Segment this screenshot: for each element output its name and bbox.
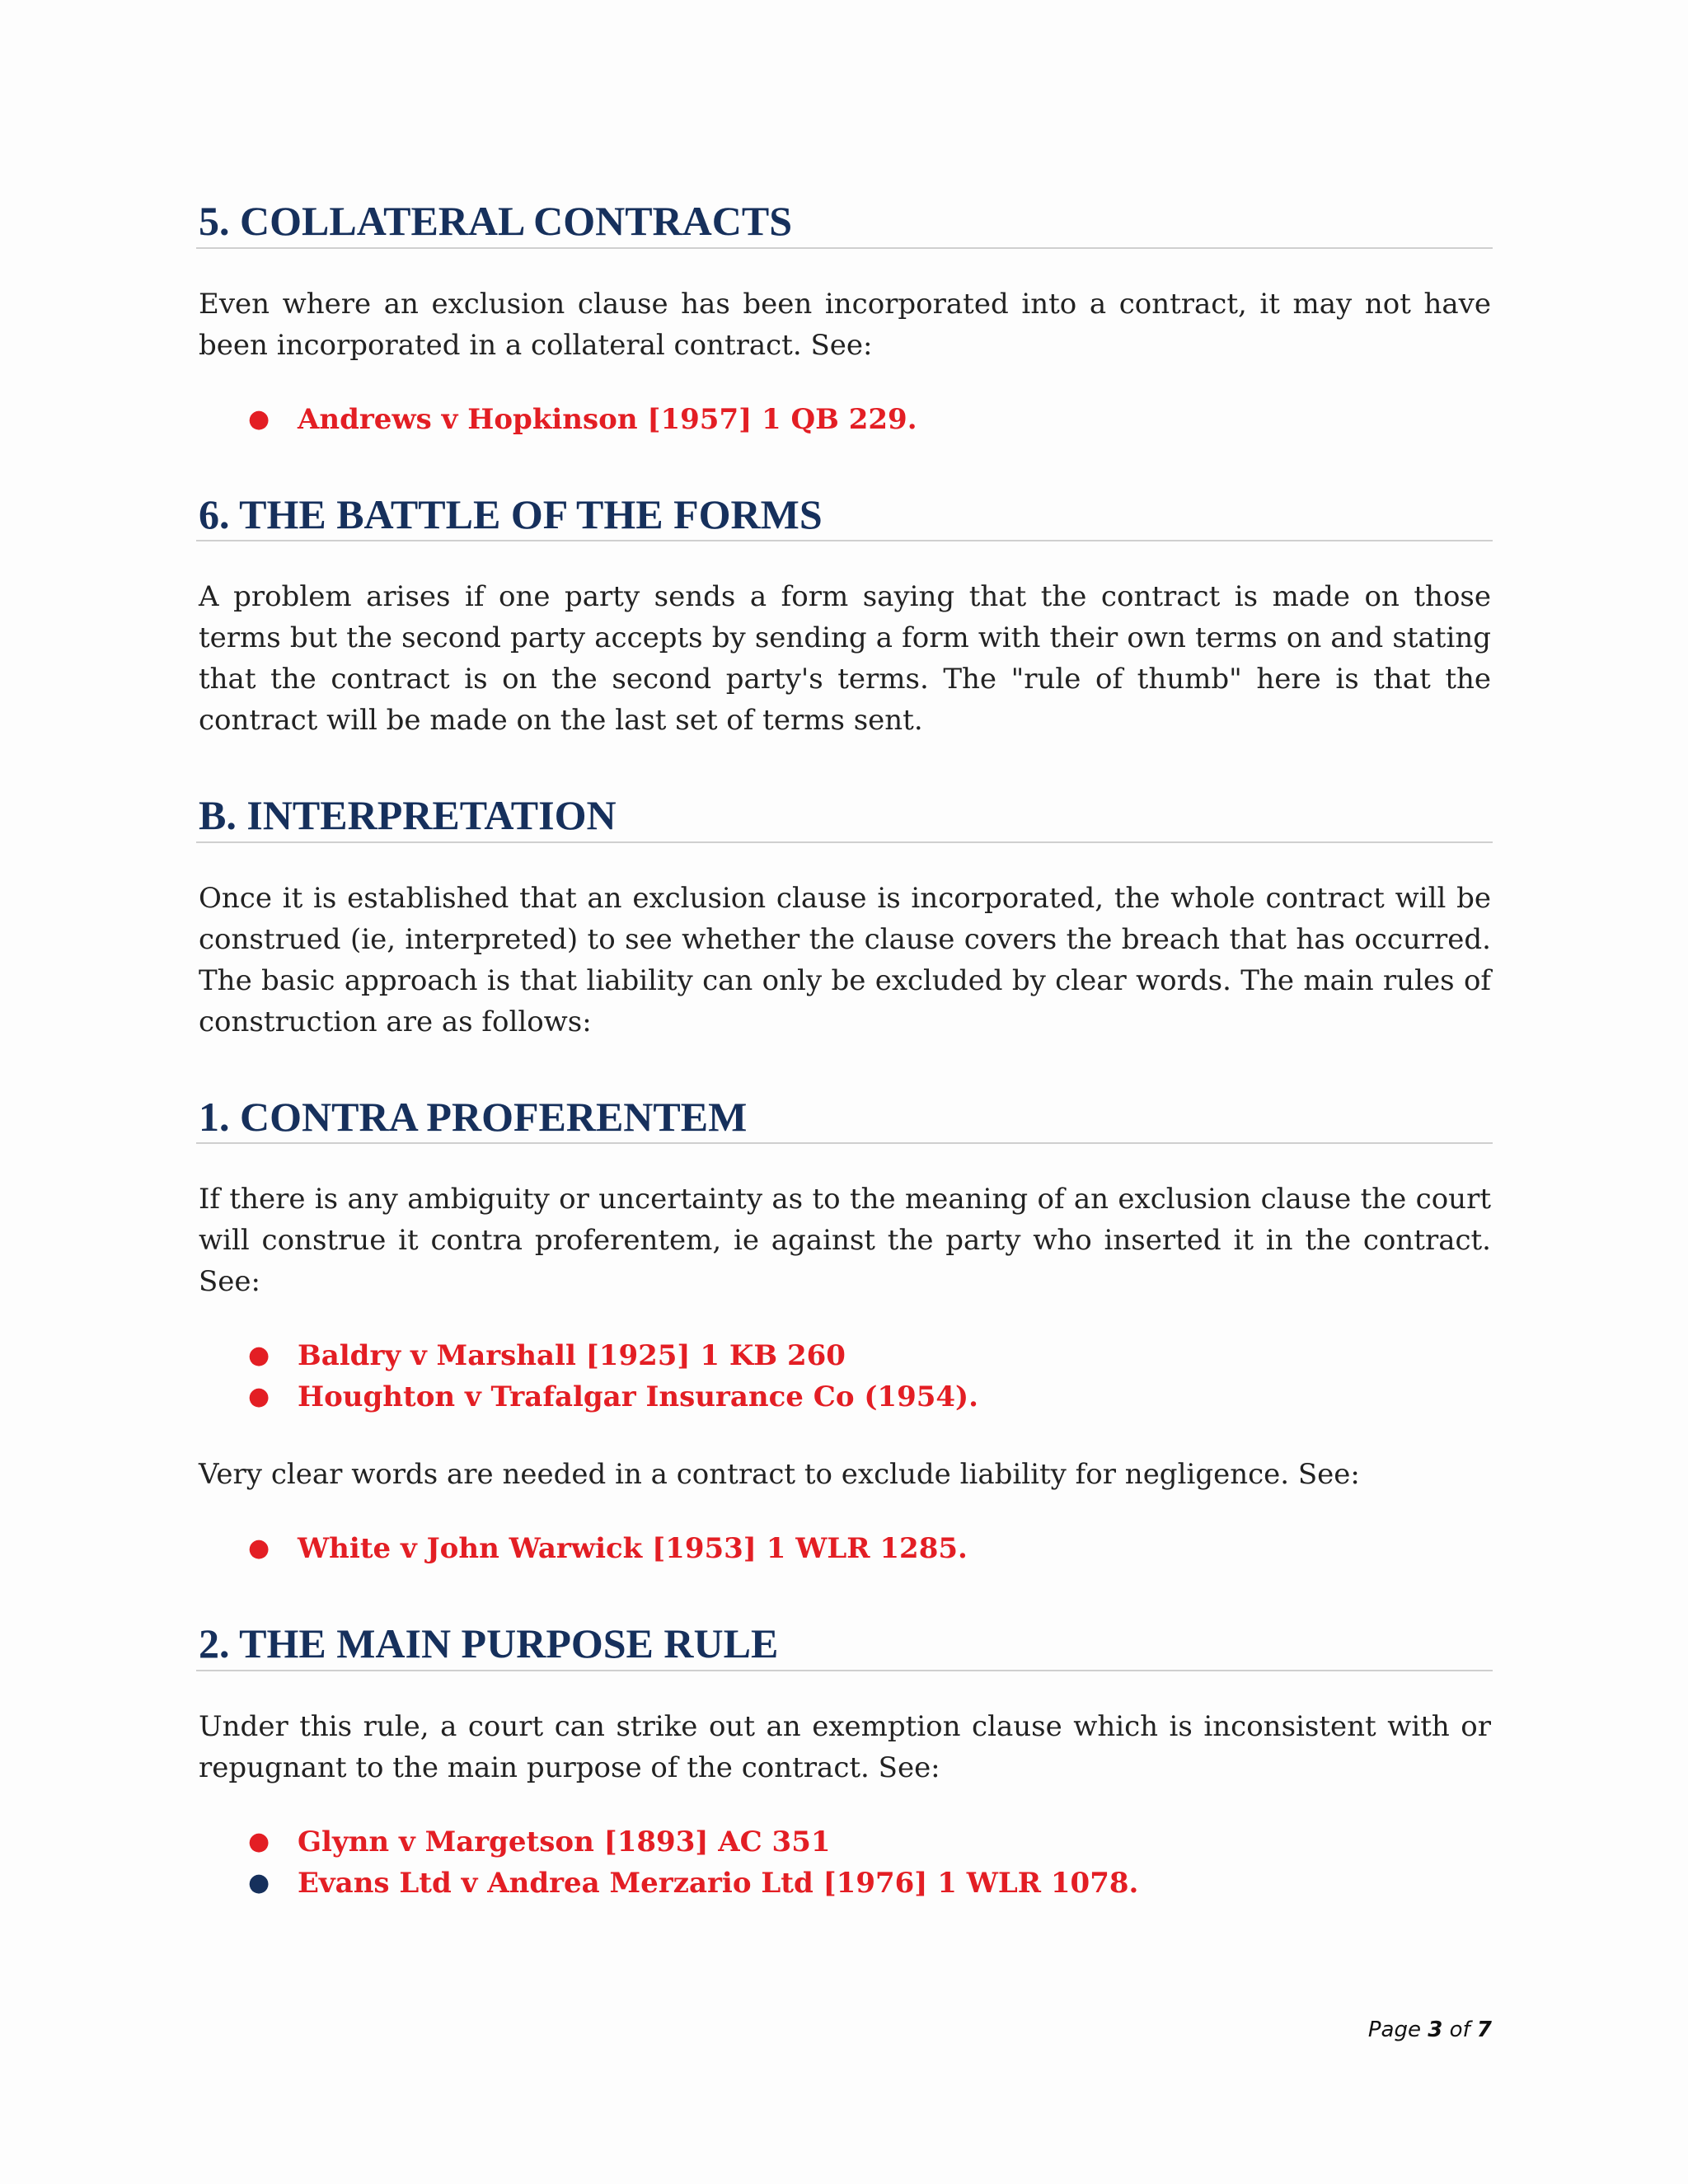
paragraph-collateral-contracts: Even where an exclusion clause has been incorporated into a contract, it may not have been incorporated in a collateral contract. See: xyxy=(199,287,1491,362)
paragraph-interpretation: Once it is established that an exclusion clause is incorporated, the whole contract will be construed (ie, interpreted) to see whether the clause covers the breach that has occurred. The basic approach is that liability can only be excluded by clear words. The main rules of construction are as follows: xyxy=(199,881,1491,1038)
case-item xyxy=(199,399,1491,440)
case-citation: Glynn v Margetson [1893] AC 351 xyxy=(298,1825,831,1858)
case-citation: Evans Ltd v Andrea Merzario Ltd [1976] 1 WLR 1078. xyxy=(298,1866,1139,1900)
case-item xyxy=(199,1821,1491,1863)
heading-collateral-contracts: 5. COLLATERAL CONTRACTS xyxy=(196,198,1493,249)
heading-battle-of-forms: 6. THE BATTLE OF THE FORMS xyxy=(196,491,1493,542)
case-citation: Andrews v Hopkinson [1957] 1 QB 229. xyxy=(298,402,917,436)
footer-total-pages: 7 xyxy=(1476,2018,1492,2042)
case-citation: White v John Warwick [1953] 1 WLR 1285. xyxy=(298,1532,968,1565)
case-list-contra-proferentem xyxy=(199,1335,1491,1418)
case-list-collateral xyxy=(199,399,1491,440)
paragraph-battle-of-forms: A problem arises if one party sends a form saying that the contract is made on those terms but the second party accepts by sending a form with their own terms on and stating that the contract is on the second party's terms. The "rule of thumb" here is that the contract will be made on the last set of terms sent. xyxy=(199,580,1491,737)
case-citation: Baldry v Marshall [1925] 1 KB 260 xyxy=(298,1339,846,1372)
case-list-negligence xyxy=(199,1528,1491,1569)
footer-page-label: Page xyxy=(1367,2018,1421,2042)
footer-current-page: 3 xyxy=(1428,2018,1443,2042)
bullet-icon: ● xyxy=(248,1382,270,1411)
heading-interpretation: B. INTERPRETATION xyxy=(196,792,1493,843)
footer-of-label: of xyxy=(1449,2018,1470,2042)
bullet-icon: ● xyxy=(248,1826,270,1856)
paragraph-negligence: Very clear words are needed in a contract to exclude liability for negligence. See: xyxy=(199,1458,1360,1491)
heading-contra-proferentem: 1. CONTRA PROFERENTEM xyxy=(196,1094,1493,1145)
paragraph-main-purpose-rule: Under this rule, a court can strike out an exemption clause which is inconsistent with or repugnant to the main purpose of the contract. See: xyxy=(199,1709,1491,1784)
paragraph-contra-proferentem: If there is any ambiguity or uncertainty as to the meaning of an exclusion clause the court will construe it contra proferentem, ie against the party who inserted it in the contract. See: xyxy=(199,1183,1491,1298)
page-number-footer xyxy=(1368,2018,1492,2042)
page-content xyxy=(199,198,1491,1940)
case-citation: Houghton v Trafalgar Insurance Co (1954). xyxy=(298,1380,978,1413)
case-list-main-purpose xyxy=(199,1821,1491,1904)
case-item xyxy=(199,1863,1491,1904)
bullet-icon: ● xyxy=(248,1868,270,1897)
bullet-icon: ● xyxy=(248,404,270,434)
bullet-icon: ● xyxy=(248,1341,270,1370)
heading-main-purpose-rule: 2. THE MAIN PURPOSE RULE xyxy=(196,1620,1493,1671)
case-item xyxy=(199,1376,1491,1418)
case-item xyxy=(199,1335,1491,1376)
bullet-icon: ● xyxy=(248,1534,270,1563)
case-item xyxy=(199,1528,1491,1569)
